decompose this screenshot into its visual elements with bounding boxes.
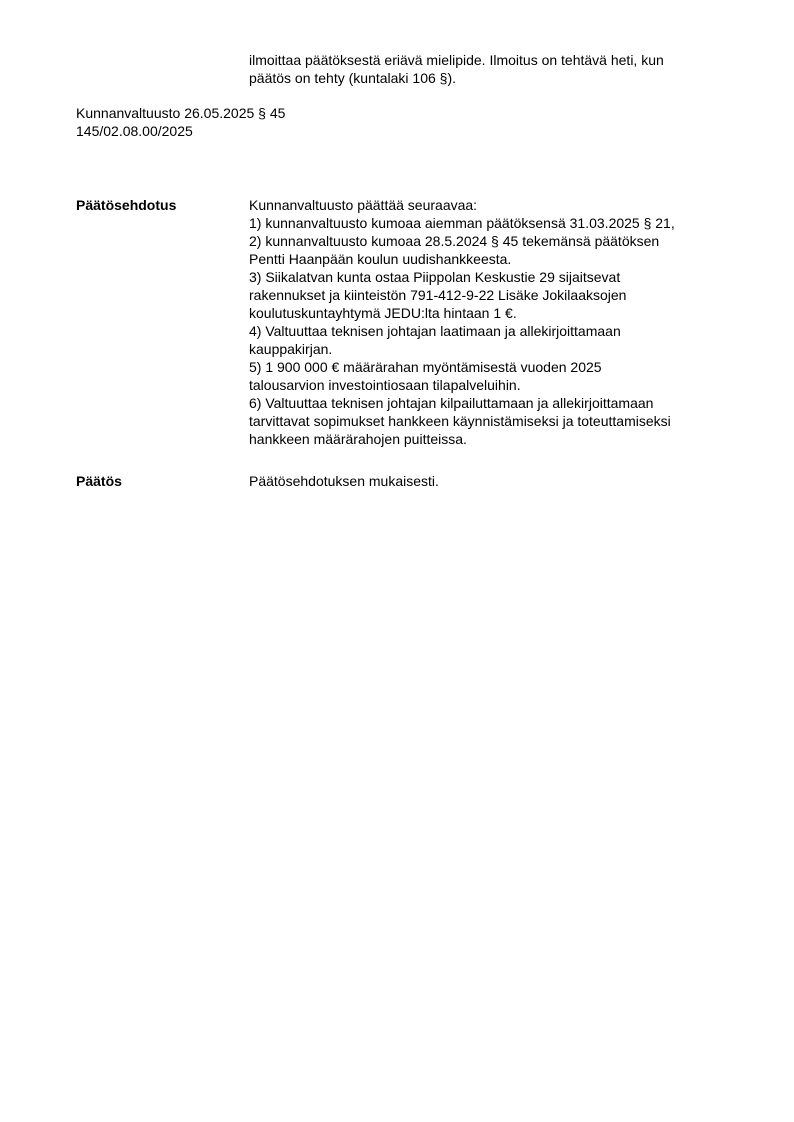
proposal-line: 4) Valtuuttaa teknisen johtajan laatimaan ja allekirjoittamaan [249,323,621,339]
proposal-line: talousarvion investointiosaan tilapalveluihin. [249,377,521,393]
decision-text: Päätösehdotuksen mukaisesti. [249,473,439,489]
proposal-line: 5) 1 900 000 € määrärahan myöntämisestä vuoden 2025 [249,359,602,375]
proposal-text [249,196,739,448]
proposal-line: rakennukset ja kiinteistön 791-412-9-22 Lisäke Jokilaaksojen [249,287,627,303]
continuation-line: ilmoittaa päätöksestä eriävä mielipide. Ilmoitus on tehtävä heti, kun [249,52,664,68]
meeting-reference: Kunnanvaltuusto 26.05.2025 § 45 [76,105,286,121]
proposal-line: Pentti Haanpään koulun uudishankkeesta. [249,251,512,267]
continuation-paragraph [249,51,739,87]
decision-label: Päätös [76,473,122,489]
proposal-line: 3) Siikalatvan kunta ostaa Piippolan Keskustie 29 sijaitsevat [249,269,621,285]
record-number: 145/02.08.00/2025 [76,123,193,139]
proposal-line: koulutuskuntayhtymä JEDU:lta hintaan 1 €. [249,305,517,321]
proposal-line: Kunnanvaltuusto päättää seuraavaa: [249,197,478,213]
proposal-label: Päätösehdotus [76,197,177,213]
proposal-line: 2) kunnanvaltuusto kumoaa 28.5.2024 § 45 tekemänsä päätöksen [249,233,660,249]
proposal-line: hankkeen määrärahojen puitteissa. [249,431,467,447]
proposal-line: 6) Valtuuttaa teknisen johtajan kilpailuttamaan ja allekirjoittamaan [249,395,654,411]
proposal-line: 1) kunnanvaltuusto kumoaa aiemman päätöksensä 31.03.2025 § 21, [249,215,675,231]
proposal-line: tarvittavat sopimukset hankkeen käynnistämiseksi ja toteuttamiseksi [249,413,671,429]
proposal-line: kauppakirjan. [249,341,333,357]
continuation-line: päätös on tehty (kuntalaki 106 §). [249,70,457,86]
